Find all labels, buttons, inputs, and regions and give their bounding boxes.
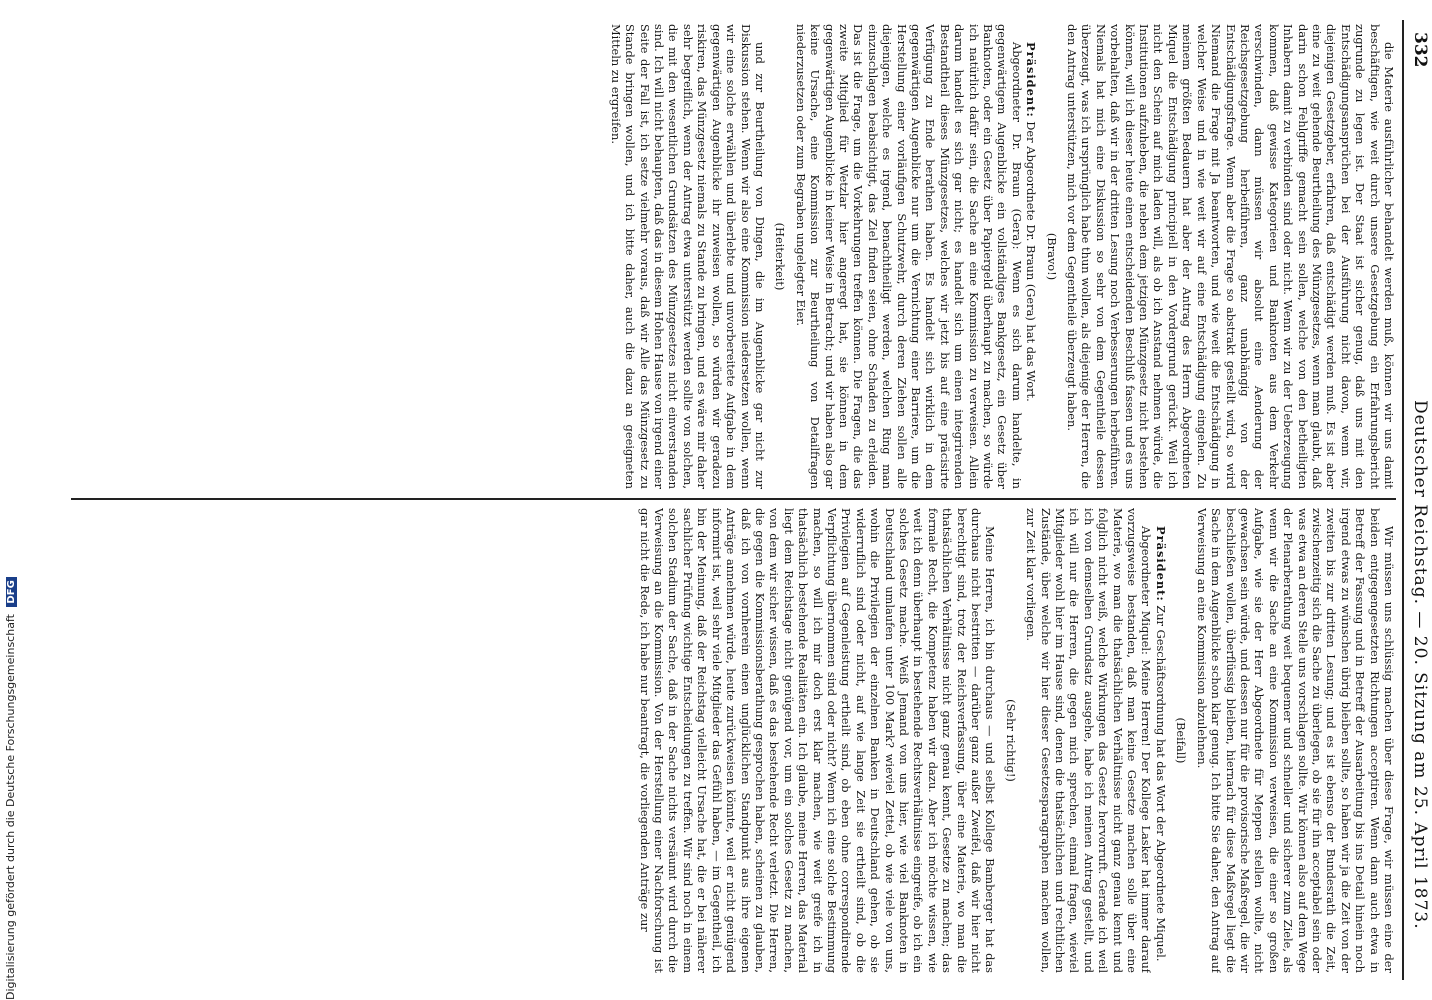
speaker-line bbox=[1024, 24, 1038, 489]
right-column bbox=[71, 508, 1396, 973]
column-divider bbox=[71, 498, 1396, 500]
left-column bbox=[71, 24, 1396, 489]
reaction: (Bravo!) bbox=[1044, 232, 1059, 281]
footer-text: Digitalisierung gefördert durch die Deutsche Forschungsgemeinschaft bbox=[4, 614, 17, 1000]
paragraph: Meine Herren, ich bin durchaus — und selbst Kollege Bamberger hat das durchaus nicht bestritten — darüber ganz außer Zweifel, daß wir hier nicht berechtigt sind, trotz der Reichsverfassung, über eine Materie, wo man die thatsächlichen Verhältnisse nicht ganz genau kennt, Gesetze zu machen; das formale Recht, die Kompetenz haben wir dazu. Aber ich möchte wissen, wie weit ich denn überhaupt in bestehende Rechtsverhältnisse eingreife, ob ich ein solches Gesetz mache. Weiß Jemand von uns hier, wie viel Banknoten in Deutschland umlaufen unter 100 Mark? wieviel Zettel, ob wie viele von uns, wohin die Privilegien der einzelnen Banken in Deutschland gehen, ob sie widerruflich sind oder nicht, auf wie lange Zeit sie ertheilt sind, ob die Privilegien auf Gegenleistung ertheilt sind, ob eben ohne correspondirende Verpflichtung übernommen sind oder nicht? Wenn ich eine solche Bestimmung machen, so will ich mir doch erst klar machen, wie weit greife ich in thatsächlich bestehende Realitäten ein. Ich glaube, meine Herren, das Material liegt dem Reichstage nicht genügend vor, um ein solches Gesetz zu machen, von dem wir sicher wissen, daß es das bestehende Recht verletzt. Die Herren, die gegen die Kommissionsberathung gesprochen haben, scheinen zu glauben, daß ich von vornherein einen unglücklichen Standpunkt aus ihre eigenen Anträge annehmen würde, heute zurückweisen könnte, weil er nicht genügend informirt ist, weil sehr viele Mitglieder das Gefühl haben, — im Gegentheil, ich bin der Meinung, daß der Reichstag vielleicht Ursache hat, die er bei näherer sachlicher Prüfung wichtige Entscheidungen zu treffen. Wir sind noch in einem solchen Stadium der Sache, daß in der Sache nichts versäumt wird durch die Verweisung an die Kommission. Von der Herstellung einer Nachforschung ist gar nicht die Rede, ich habe nur beantragt, die vorliegenden Anträge zur bbox=[637, 508, 998, 973]
paragraph: und zur Beurtheilung von Dingen, die im Augenblicke gar nicht zur Diskussion stehen. Wenn wir also eine Kommission niedersetzen wollen, wenn wir eine solche erwählen und überlebte und unvorbereitete Aufgabe in dem gegenwärtigen Augenblicke ihr zuweisen wollen, so würden wir geradezu riskiren, das Münzgesetz niemals zu Stande zu bringen, und es wäre mir daher sehr begreiflich, wenn der Antrag etwa unterstützt werden sollte von solchen, die mit den wesentlichen Grundsätzen des Münzgesetzes nicht einverstanden sind. Ich will nicht behaupten, daß das in diesem Hohen Hause von irgend einer Seite der Fall ist, ich setze vielmehr voraus, daß wir Alle das Münzgesetz zu Stande bringen wollen, und ich bitte daher, auch die dazu an geeigneten Mitteln zu ergreifen. bbox=[608, 24, 767, 489]
running-title: Deutscher Reichstag. — 20. Sitzung am 25. April 1873. bbox=[1410, 400, 1430, 930]
reaction: (Beifall) bbox=[1174, 717, 1189, 764]
paragraph: Abgeordneter Dr. Braun (Gera): Wenn es sich darum handelte, in gegenwärtigem Augenblicke ein vollständiges Bankgesetz, ein Gesetz über Banknoten, oder ein Gesetz über Papiergeld überhaupt zu machen, so würde ich natürlich dafür sein, die Sache an eine Kommission zu verweisen. Allein darum handelt es sich gar nicht; es handelt sich um einen integrirenden Bestandtheil dieses Münzgesetzes, welches wir jetzt bis auf eine präcisirte Verfügung zu Ende berathen haben. Es handelt sich wirklich in dem gegenwärtigen Augenblicke nur um die Vernichtung einer Barriere, um die Herstellung einer vorläufigen Schutzwehr, durch deren Ziehen sollen alle diejenigen, welche es irgend, benachtheiligt werden, welchen Ring man einzuschlagen beabsichtigt, das Ziel finden seien, ohne Schaden zu erleiden. Das ist die Frage, um die Vorkehrungen treffen können. Die Fragen, die das zweite Mitglied für Wetzlar hier angeregt hat, sie können in dem gegenwärtigen Augenblicke in keiner Weise in Betracht; und wir haben also gar keine Ursache, eine Kommission zur Beurtheilung von Detailfragen niederzusetzen oder zum Begraben ungelegter Eier. bbox=[793, 24, 1024, 489]
paragraph: Wir müssen uns schlüssig machen über diese Frage, wir müssen eine der beiden entgegengesetzten Richtungen acceptiren. Wenn dann auch etwa in Betreff der Fassung und in Betreff der Ausarbeitung bis ins Detail hinein noch irgend etwas zu wünschen übrig bleiben sollte, so haben wir ja die Zeit von der zweiten bis zur dritten Lesung; und es ist ebenso der Bundesrath die Zeit, zwischenzeitig sich die Sache zu überlegen, ob sie für ihn acceptabel sein oder was etwa an deren Stelle uns vorschlagen sollte. Wir können also auf dem Wege der Plenarberathung weit bequemer und schneller und sicherer zum Ziele, als wenn wir die Sache an eine Kommission verweisen, die einer so großen Aufgabe, wie sie der Herr Abgeordnete für Meppen stellen wollte, nicht gewachsen sein würde, und dessen nur für die provisorische Maßregel, die wir beschließen wollen, überflüssig bleiben, hiernach für diese Maßregel liegt die Sache in dem Augenblicke schon klar genug. Ich bitte Sie daher, den Antrag auf Verweisung an eine Kommission abzulehnen. bbox=[1194, 508, 1396, 973]
page-number: 332 bbox=[1410, 32, 1430, 68]
speaker-name: Präsident: bbox=[1024, 42, 1039, 118]
page-header bbox=[1406, 20, 1432, 980]
speaker-text: Zur Geschäftsordnung hat das Wort der Abgeordnete Miquel. bbox=[1153, 605, 1168, 962]
dfg-logo: DFG bbox=[6, 577, 17, 606]
speaker-name: Präsident: bbox=[1153, 526, 1168, 602]
speaker-line bbox=[1154, 508, 1168, 973]
paragraph: die Materie ausführlicher behandelt werden muß, können wir uns damit beschäftigen, wie weit durch unsere Gesetzgebung ein Erfahrungsbericht zugrunde zu legen ist. Der Staat ist sicher genug, daß uns mit den Entschädigungsansprüchen bei der Ausführung nicht davon, wenn wir, diejenigen Gesetzgeber, erfahren, daß entschädigt werden muß. Es ist aber eine zu weit gehende Beurtheilung des Münzgesetzes, wenn man glaubt, daß darin schon Fehlgriffe gemacht sein sollen, welche von den betheiligten Inhabern damit zu verbinden sind oder nicht. Wenn wir zu der Ueberzeugung kommen, daß gewisse Kategorieen und Banknoten aus dem Verkehr verschwinden, dann müssen wir absolut eine Aenderung der Reichsgesetzgebung herbeiführen, ganz unabhängig von der Entschädigungsfrage. Wenn aber die Frage so abstrakt gestellt wird, so wird Niemand die Frage mit Ja beantworten, und wie weit die Entschädigung in welcher Weise und in wie weit wir auf eine Entschädigung eingehen. Zu meinem größten Bedauern hat aber der Antrag des Herrn Abgeordneten Miquel die Entschädigung principiell in den Vordergrund gerückt. Weil ich nicht den Schein auf mich laden will, als ob ich Anstand nehmen würde, die Institutionen aufzuheben, die neben dem jetzigen Münzgesetz nicht bestehen können, will ich dieser heute einen entscheidenden Beschluß fassen und es uns vorbehalten, daß wir in der dritten Lesung noch Verbesserungen herbeiführen. Niemals hat mich eine Diskussion so sehr von dem Gegentheile dessen überzeugt, was ich ursprünglich habe thun wollen, als diejenige der Herren, die den Antrag unterstützen, mich vor dem Gegentheile überzeugt haben. bbox=[1065, 24, 1396, 489]
digitization-footer bbox=[4, 0, 24, 1000]
speaker-text: Der Abgeordnete Dr. Braun (Gera) hat das Wort. bbox=[1024, 121, 1039, 402]
header-rule bbox=[1402, 20, 1404, 980]
paragraph: Abgeordneter Miquel: Meine Herren! Der Kollege Lasker hat immer darauf vorzugsweise bestanden, daß man keine Gesetze machen solle über eine Materie, wo man die thatsächlichen Verhältnisse nicht ganz genau kennt und folglich nicht weiß, welche Wirkungen das Gesetz hervorruft. Gerade ich weil ich von demselben Grundsatz ausgehe, habe ich meinen Antrag gestellt, und ich will nur die Herren, die gegen mich sprechen, einmal fragen, wieviel Mitglieder wohl hier im Hause sind, denen die thatsächlichen und rechtlichen Zustände, über welche wir hier dieser Gesetzesparagraphen machen wollen, zur Zeit klar vorliegen. bbox=[1024, 508, 1154, 973]
rotated-page-content bbox=[32, 20, 1432, 980]
reaction: (Heiterkeit) bbox=[773, 222, 788, 291]
reaction: (Sehr richtig!) bbox=[1003, 699, 1018, 782]
